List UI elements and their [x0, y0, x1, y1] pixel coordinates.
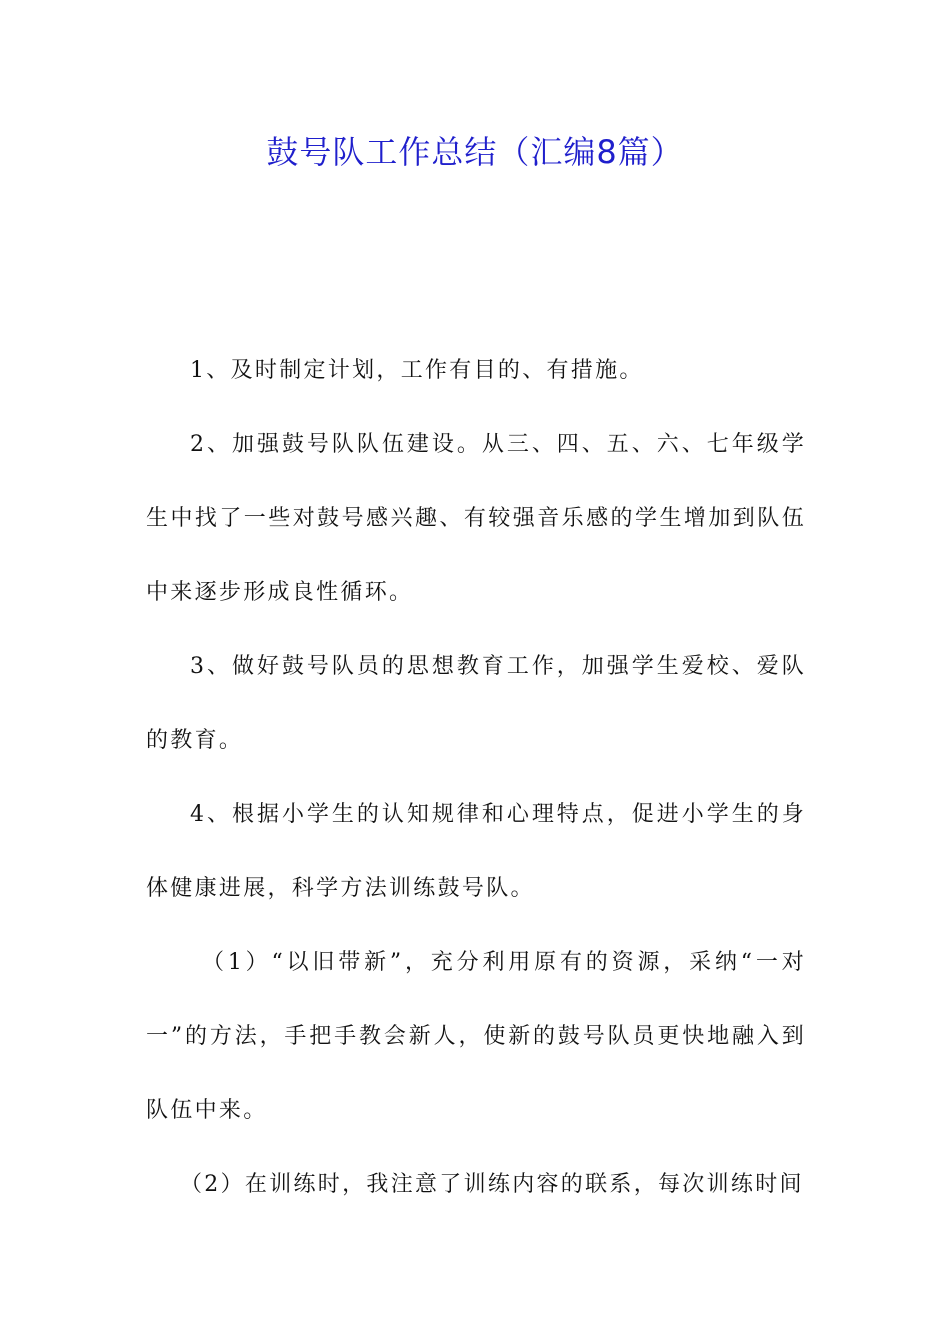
paragraph-3: 3、做好鼓号队员的思想教育工作，加强学生爱校、爱队的教育。 [146, 654, 806, 753]
paragraph-1: 1、及时制定计划，工作有目的、有措施。 [190, 358, 644, 383]
paragraph-6: （2）在训练时，我注意了训练内容的联系，每次训练时间 [180, 1172, 804, 1197]
paragraph-2: 2、加强鼓号队队伍建设。从三、四、五、六、七年级学生中找了一些对鼓号感兴趣、有较强音乐感的学生增加到队伍中来逐步形成良性循环。 [146, 432, 806, 605]
document-body [146, 334, 806, 1222]
paragraph-4: 4、根据小学生的认知规律和心理特点，促进小学生的身体健康进展，科学方法训练鼓号队。 [146, 802, 806, 901]
paragraph-5: （1）“以旧带新”，充分利用原有的资源，采纳“一对一”的方法，手把手教会新人，使新的鼓号队员更快地融入到队伍中来。 [146, 950, 806, 1123]
document-title: 鼓号队工作总结（汇编8篇） [266, 133, 684, 171]
